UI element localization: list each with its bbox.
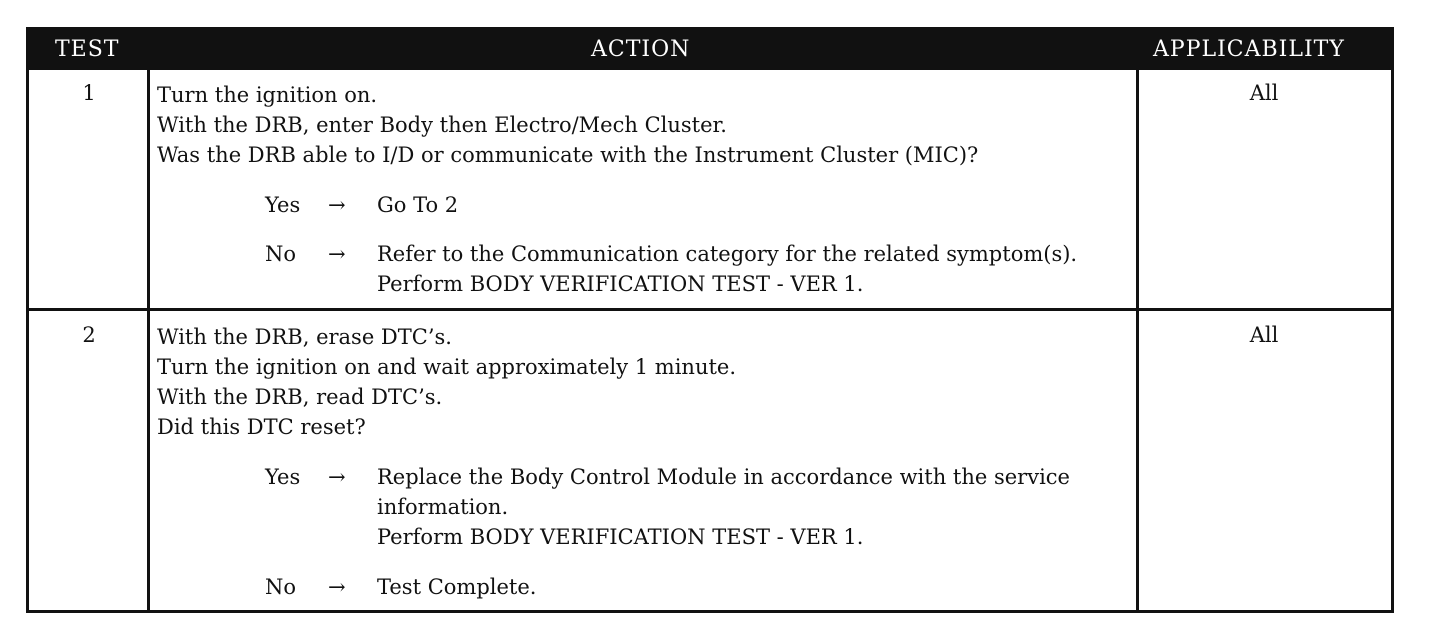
- table-header: [29, 30, 1391, 70]
- row-2-step-2: Turn the ignition on and wait approximately 1 minute.: [157, 355, 737, 379]
- row-2-yes-label: Yes: [265, 465, 301, 489]
- header-action: ACTION: [591, 37, 691, 62]
- row-2-yes-option: [265, 462, 1165, 552]
- arrow-right-icon: →: [328, 575, 346, 599]
- row-1-yes-label: Yes: [265, 193, 301, 217]
- row-1-step-1: Turn the ignition on.: [157, 83, 378, 107]
- row-divider: [29, 308, 1391, 311]
- row-2-step-1: With the DRB, erase DTC’s.: [157, 325, 452, 349]
- row-2-applicability: All: [1249, 323, 1279, 347]
- row-2-steps: [157, 322, 736, 442]
- row-1-yes-text: Go To 2: [377, 193, 459, 217]
- header-applicability: APPLICABILITY: [1153, 37, 1345, 62]
- header-test: TEST: [55, 37, 120, 62]
- arrow-right-icon: →: [328, 193, 346, 217]
- row-1-step-2: With the DRB, enter Body then Electro/Mech Cluster.: [157, 113, 727, 137]
- row-2-step-4: Did this DTC reset?: [157, 415, 366, 439]
- row-1-applicability: All: [1249, 81, 1279, 105]
- row-2-no-label: No: [265, 575, 297, 599]
- row-1-no-text: Refer to the Communication category for the related symptom(s). Perform BODY VERIFICATION TEST - VER 1.: [377, 242, 1078, 296]
- test-number-1: 1: [82, 81, 96, 105]
- row-1-yes-option: [265, 190, 1165, 220]
- row-1-steps: [157, 80, 978, 170]
- row-2-no-text: Test Complete.: [377, 575, 537, 599]
- test-number-2: 2: [82, 323, 96, 347]
- diagnostic-table: [26, 27, 1394, 613]
- arrow-right-icon: →: [328, 242, 346, 266]
- row-2-yes-text: Replace the Body Control Module in accordance with the service information. Perform BODY VERIFICATION TEST - VER 1.: [377, 465, 1070, 549]
- row-1-no-label: No: [265, 242, 297, 266]
- row-1-no-option: [265, 239, 1165, 299]
- row-2-step-3: With the DRB, read DTC’s.: [157, 385, 443, 409]
- column-divider-test: [147, 70, 150, 610]
- arrow-right-icon: →: [328, 465, 346, 489]
- row-1-step-3: Was the DRB able to I/D or communicate with the Instrument Cluster (MIC)?: [157, 143, 979, 167]
- row-2-no-option: [265, 572, 1165, 602]
